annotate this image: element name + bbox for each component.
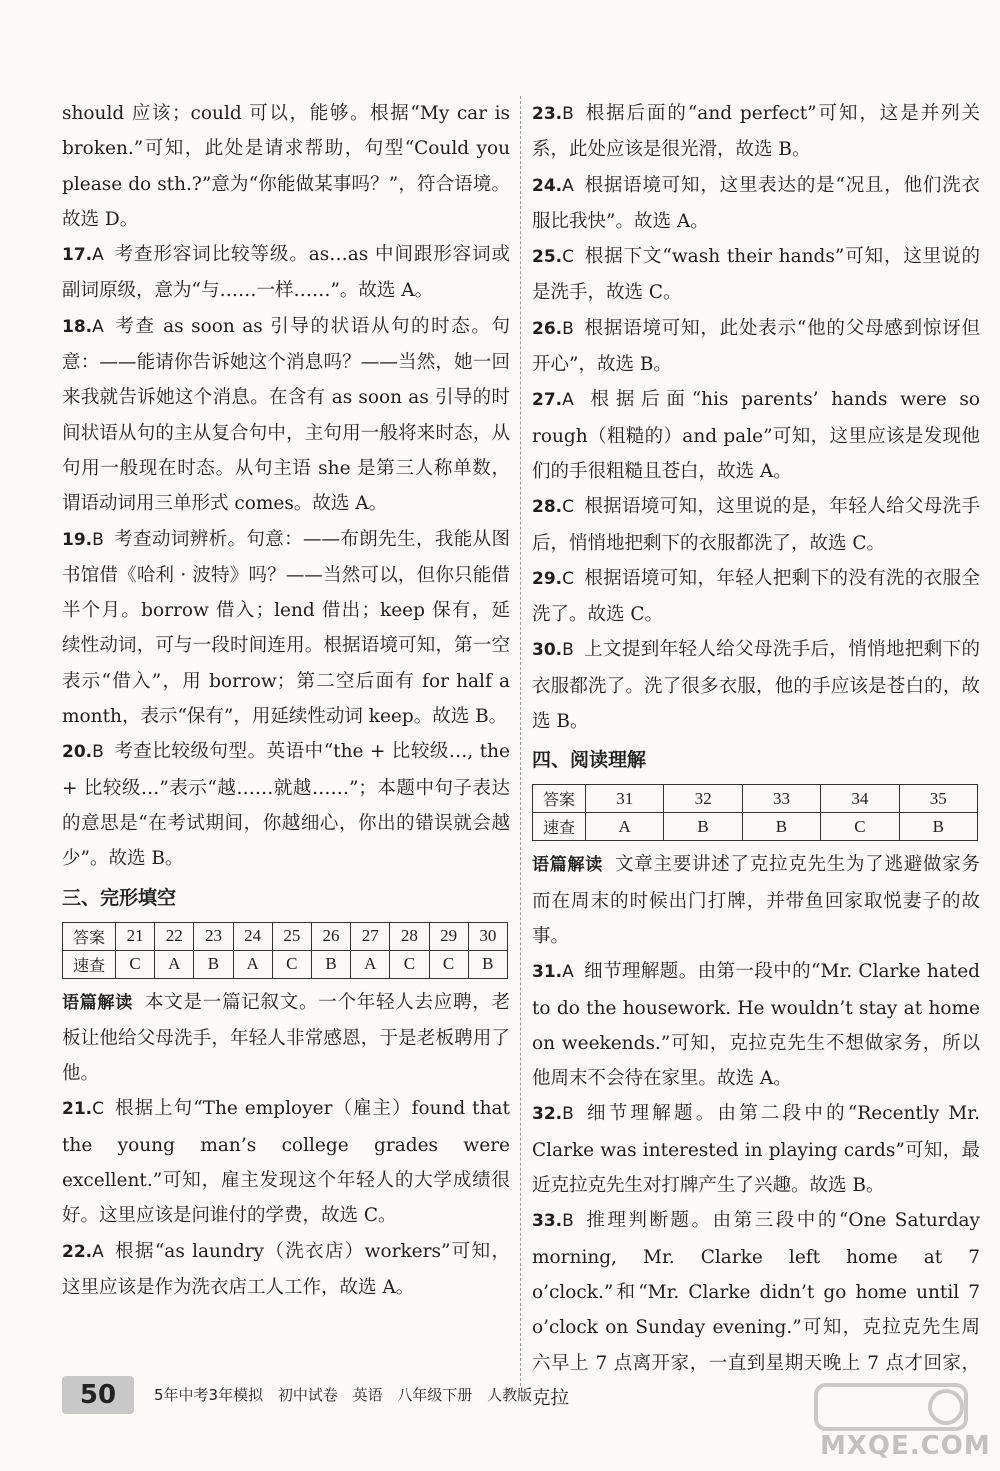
answer-item-25: 25.C 根据下文“wash their hands”可知，这里说的是洗手，故选 C。 xyxy=(532,246,980,304)
answer-table-cloze xyxy=(62,922,508,979)
answer-item-26: 26.B 根据语境可知，此处表示“他的父母感到惊讶但开心”，故选 B。 xyxy=(532,317,980,376)
table-cell: 24 xyxy=(233,922,272,950)
continued-explanation: should 应该；could 可以，能够。根据“My car is broken.”可知，此处是请求帮助，句型“Could you please do sth.?”意为“你能做某事吗？”，符合语境。故选 D。 xyxy=(62,103,510,230)
answer-item-18: 18.A 考查 as soon as 引导的状语从句的时态。句意：——能请你告诉她这个消息吗？——当然，她一回来我就告诉她这个消息。在含有 as soon as 引导的时间状语从句的主从复合句中，主句用一般将来时态，从句用一般现在时态。从句主语 she 是第三人称单数，谓语动词用三单形式 comes。故选 A。 xyxy=(62,315,510,515)
table-row xyxy=(63,922,508,950)
passage-tag: 语篇解读 xyxy=(532,855,603,876)
table-cell: A xyxy=(586,813,664,841)
table-cell: B xyxy=(468,950,507,978)
right-column xyxy=(532,96,980,1416)
book-title: 5年中考3年模拟 初中试卷 英语 八年级下册 人教版 xyxy=(154,1386,533,1404)
answer-item-22: 22.A 根据“as laundry（洗衣店）workers”可知，这里应该是作为洗衣店工人工作，故选 A。 xyxy=(62,1240,510,1298)
page-number: 50 xyxy=(62,1376,134,1414)
passage-summary: 语篇解读 本文是一篇记叙文。一个年轻人去应聘，老板让他给父母洗手，年轻人非常感恩，于是老板聘用了他。 xyxy=(62,991,510,1085)
answer-item-29: 29.C 根据语境可知，年轻人把剩下的没有洗的衣服全洗了。故选 C。 xyxy=(532,567,980,626)
table-head: 答案 xyxy=(533,785,586,813)
column-divider xyxy=(520,96,521,1386)
table-cell: C xyxy=(272,950,311,978)
watermark-text: MXQE.COM xyxy=(820,1431,991,1461)
answer-table-reading xyxy=(532,784,978,841)
table-head: 速查 xyxy=(63,950,116,978)
table-cell: A xyxy=(155,950,194,978)
answer-item-23: 23.B 根据后面的“and perfect”可知，这是并列关系，此处应该是很光滑，故选 B。 xyxy=(532,103,980,161)
table-cell: C xyxy=(821,813,899,841)
table-row xyxy=(533,785,978,813)
table-cell: A xyxy=(351,950,390,978)
table-cell: 28 xyxy=(390,922,429,950)
passage-summary: 语篇解读 文章主要讲述了克拉克先生为了逃避做家务而在周末的时候出门打牌，并带鱼回家取悦妻子的故事。 xyxy=(532,854,980,947)
table-cell: 25 xyxy=(272,922,311,950)
table-head: 速查 xyxy=(533,813,586,841)
left-column xyxy=(62,96,510,1305)
table-cell: 21 xyxy=(116,922,155,950)
table-cell: 34 xyxy=(821,785,899,813)
table-cell: C xyxy=(116,950,155,978)
passage-tag: 语篇解读 xyxy=(62,992,133,1013)
table-cell: C xyxy=(390,950,429,978)
answer-item-32: 32.B 细节理解题。由第二段中的“Recently Mr. Clarke was interested in playing cards”可知，最近克拉克先生对打牌产生了兴趣。故选 B。 xyxy=(532,1103,980,1197)
table-cell: B xyxy=(899,813,977,841)
answer-item-27: 27.A 根据后面“his parents’ hands were so rough（粗糙的）and pale”可知，这里应该是发现他们的手很粗糙且苍白，故选 A。 xyxy=(532,389,980,482)
table-cell: 31 xyxy=(586,785,664,813)
table-cell: B xyxy=(311,950,350,978)
section-heading-reading: 四、阅读理解 xyxy=(532,749,647,772)
answer-item-21: 21.C 根据上句“The employer（雇主）found that the young man’s college grades were excellent.”可知，雇主发现这个年轻人的大学成绩很好。这里应该是问谁付的学费，故选 C。 xyxy=(62,1098,510,1227)
table-cell: 27 xyxy=(351,922,390,950)
watermark-emblem-icon xyxy=(796,1379,986,1439)
table-cell: 23 xyxy=(194,922,233,950)
table-cell: 32 xyxy=(664,785,742,813)
table-cell: B xyxy=(742,813,820,841)
answer-item-28: 28.C 根据语境可知，这里说的是，年轻人给父母洗手后，悄悄地把剩下的衣服都洗了，故选 C。 xyxy=(532,496,980,554)
table-cell: C xyxy=(429,950,468,978)
answer-item-19: 19.B 考查动词辨析。句意：——布朗先生，我能从图书馆借《哈利 · 波特》吗？——当然可以，但你只能借半个月。borrow 借入；lend 借出；keep 保有，延续性动词，可与一段时间连用。根据语境可知，第一空表示“借入”，用 borrow；第二空后面有 for half a month，表示“保有”，用延续性动词 keep。故选 B。 xyxy=(62,528,510,728)
answer-item-31: 31.A 细节理解题。由第一段中的“Mr. Clarke hated to do the housework. He wouldn’t stay at home on weekends.”可知，克拉克先生不想做家务，所以他周末不会待在家里。故选 A。 xyxy=(532,961,980,1090)
answer-item-24: 24.A 根据语境可知，这里表达的是“况且，他们洗衣服比我快”。故选 A。 xyxy=(532,174,980,232)
table-cell: 26 xyxy=(311,922,350,950)
section-heading-cloze: 三、完形填空 xyxy=(62,886,177,909)
table-cell: B xyxy=(664,813,742,841)
answer-item-20: 20.B 考查比较级句型。英语中“the + 比较级…, the + 比较级…”表示“越……就越……”；本题中句子表达的意思是“在考试期间，你越细心，你出的错误就会越少”。故选 B。 xyxy=(62,741,510,870)
answer-item-17: 17.A 考查形容词比较等级。as…as 中间跟形容词或副词原级，意为“与……一样……”。故选 A。 xyxy=(62,244,510,302)
page-footer xyxy=(62,1376,582,1416)
table-cell: A xyxy=(233,950,272,978)
answer-item-33: 33.B 推理判断题。由第三段中的“One Saturday morning, Mr. Clarke left home at 7 o’clock.”和“Mr. Clarke didn’t go home until 7 o’clock on Sunday evening.”可知，克拉克先生周六早上 7 点离开家，一直到星期天晚上 7 点才回家，克拉 xyxy=(532,1210,980,1409)
table-cell: 30 xyxy=(468,922,507,950)
table-cell: 33 xyxy=(742,785,820,813)
answer-item-30: 30.B 上文提到年轻人给父母洗手后，悄悄地把剩下的衣服都洗了。洗了很多衣服，他的手应该是苍白的，故选 B。 xyxy=(532,639,980,733)
table-row xyxy=(63,950,508,978)
table-cell: 35 xyxy=(899,785,977,813)
table-row xyxy=(533,813,978,841)
table-cell: 29 xyxy=(429,922,468,950)
table-cell: 22 xyxy=(155,922,194,950)
watermark-logo xyxy=(796,1379,991,1461)
table-head: 答案 xyxy=(63,922,116,950)
table-cell: B xyxy=(194,950,233,978)
